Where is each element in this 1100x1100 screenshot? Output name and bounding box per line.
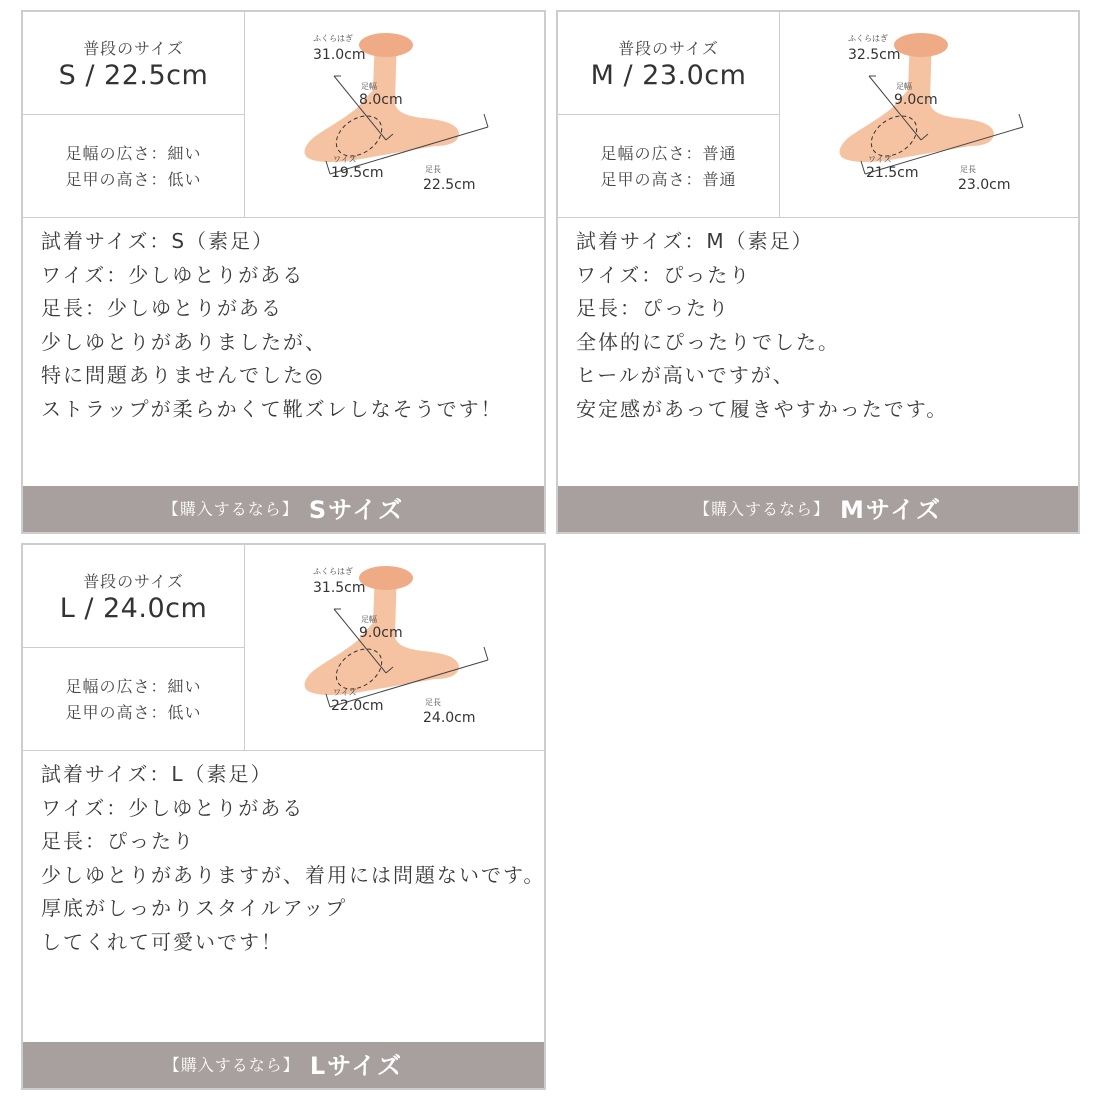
usual-size-cell	[23, 12, 245, 115]
foot-shape-cell	[558, 115, 780, 218]
review-line: 少しゆとりがありましたが、	[41, 329, 327, 354]
wise-label: ワイズ	[333, 155, 357, 164]
size-card-m	[556, 10, 1080, 534]
foot-length-value: 22.5cm	[423, 177, 476, 193]
calf-value: 31.0cm	[313, 47, 366, 63]
review-line: 厚底がしっかりスタイルアップ	[41, 896, 348, 921]
calf-top-ellipse	[359, 566, 413, 590]
wise-value: 22.0cm	[331, 698, 384, 714]
foot-diagram-cell	[245, 12, 544, 218]
foot-length-label: 足長	[425, 165, 441, 174]
size-card-s	[21, 10, 546, 534]
review-line: ワイズ：少しゆとりがある	[41, 262, 305, 287]
wise-label: ワイズ	[868, 155, 892, 164]
calf-top-ellipse	[359, 33, 413, 57]
calf-value: 31.5cm	[313, 580, 366, 596]
review-line: 試着サイズ：M（素足）	[576, 229, 814, 253]
review-line: ワイズ：ぴったり	[576, 262, 752, 287]
calf-top-ellipse	[894, 33, 948, 57]
foot-width-value: 9.0cm	[359, 625, 403, 641]
foot-length-label: 足長	[960, 165, 976, 174]
usual-size-label: 普段のサイズ	[83, 572, 184, 591]
wise-value: 21.5cm	[866, 165, 919, 181]
calf-label: ふくらはぎ	[313, 34, 353, 43]
recommended-size-bar	[23, 1042, 544, 1088]
size-card-l	[21, 543, 546, 1090]
wise-value: 19.5cm	[331, 165, 384, 181]
foot-width-text: 足幅の広さ：細い	[65, 677, 202, 696]
review-text	[41, 758, 544, 960]
review-line: 安定感があって履きやすかったです。	[576, 396, 949, 421]
usual-size-cell	[23, 545, 245, 648]
review-line: ストラップが柔らかくて靴ズレしなそうです！	[41, 396, 503, 421]
foot-length-label: 足長	[425, 698, 441, 707]
usual-size-label: 普段のサイズ	[618, 39, 719, 58]
foot-width-label: 足幅	[361, 615, 377, 624]
wise-label: ワイズ	[333, 688, 357, 697]
recommended-size: Lサイズ	[309, 1051, 404, 1080]
calf-value: 32.5cm	[848, 47, 901, 63]
foot-shape-cell	[23, 648, 245, 751]
review-line: 試着サイズ：L（素足）	[41, 762, 273, 786]
foot-diagram-cell	[245, 545, 544, 751]
review-line: ワイズ：少しゆとりがある	[41, 795, 305, 820]
review-line: してくれて可愛いです！	[41, 929, 283, 954]
review-line: 足長：少しゆとりがある	[41, 296, 283, 321]
recommended-prefix: 【購入するなら】	[163, 1055, 300, 1075]
recommended-size: Sサイズ	[308, 495, 405, 524]
calf-label: ふくらはぎ	[313, 567, 353, 576]
recommended-prefix: 【購入するなら】	[162, 499, 299, 519]
review-line: 足長：ぴったり	[41, 829, 195, 854]
usual-size-value: L / 24.0cm	[59, 593, 208, 624]
review-line: 特に問題ありませんでした◎	[41, 363, 325, 388]
usual-size-value: M / 23.0cm	[590, 60, 747, 91]
foot-instep-text: 足甲の高さ：低い	[65, 703, 202, 722]
foot-shape-cell	[23, 115, 245, 218]
foot-width-text: 足幅の広さ：普通	[600, 144, 737, 163]
usual-size-value: S / 22.5cm	[58, 60, 209, 91]
recommended-size-bar	[558, 486, 1078, 532]
review-text	[576, 225, 1078, 427]
review-line: 試着サイズ：S（素足）	[41, 229, 275, 253]
foot-diagram-cell	[780, 12, 1078, 218]
foot-diagram	[245, 545, 545, 751]
foot-instep-text: 足甲の高さ：低い	[65, 170, 202, 189]
foot-width-value: 9.0cm	[894, 92, 938, 108]
review-line: 足長：ぴったり	[576, 296, 730, 321]
foot-length-value: 24.0cm	[423, 710, 476, 726]
review-line: 全体的にぴったりでした。	[576, 329, 840, 354]
foot-width-text: 足幅の広さ：細い	[65, 144, 202, 163]
foot-diagram	[780, 12, 1080, 218]
usual-size-cell	[558, 12, 780, 115]
foot-width-value: 8.0cm	[359, 92, 403, 108]
foot-instep-text: 足甲の高さ：普通	[600, 170, 737, 189]
foot-length-value: 23.0cm	[958, 177, 1011, 193]
review-text	[41, 225, 544, 427]
calf-label: ふくらはぎ	[848, 34, 888, 43]
recommended-size: Mサイズ	[840, 495, 942, 524]
recommended-prefix: 【購入するなら】	[694, 499, 831, 519]
usual-size-label: 普段のサイズ	[83, 39, 184, 58]
review-line: ヒールが高いですが、	[576, 363, 795, 388]
foot-diagram	[245, 12, 545, 218]
recommended-size-bar	[23, 486, 544, 532]
foot-width-label: 足幅	[361, 82, 377, 91]
foot-width-label: 足幅	[896, 82, 912, 91]
review-line: 少しゆとりがありますが、着用には問題ないです。	[41, 862, 546, 887]
